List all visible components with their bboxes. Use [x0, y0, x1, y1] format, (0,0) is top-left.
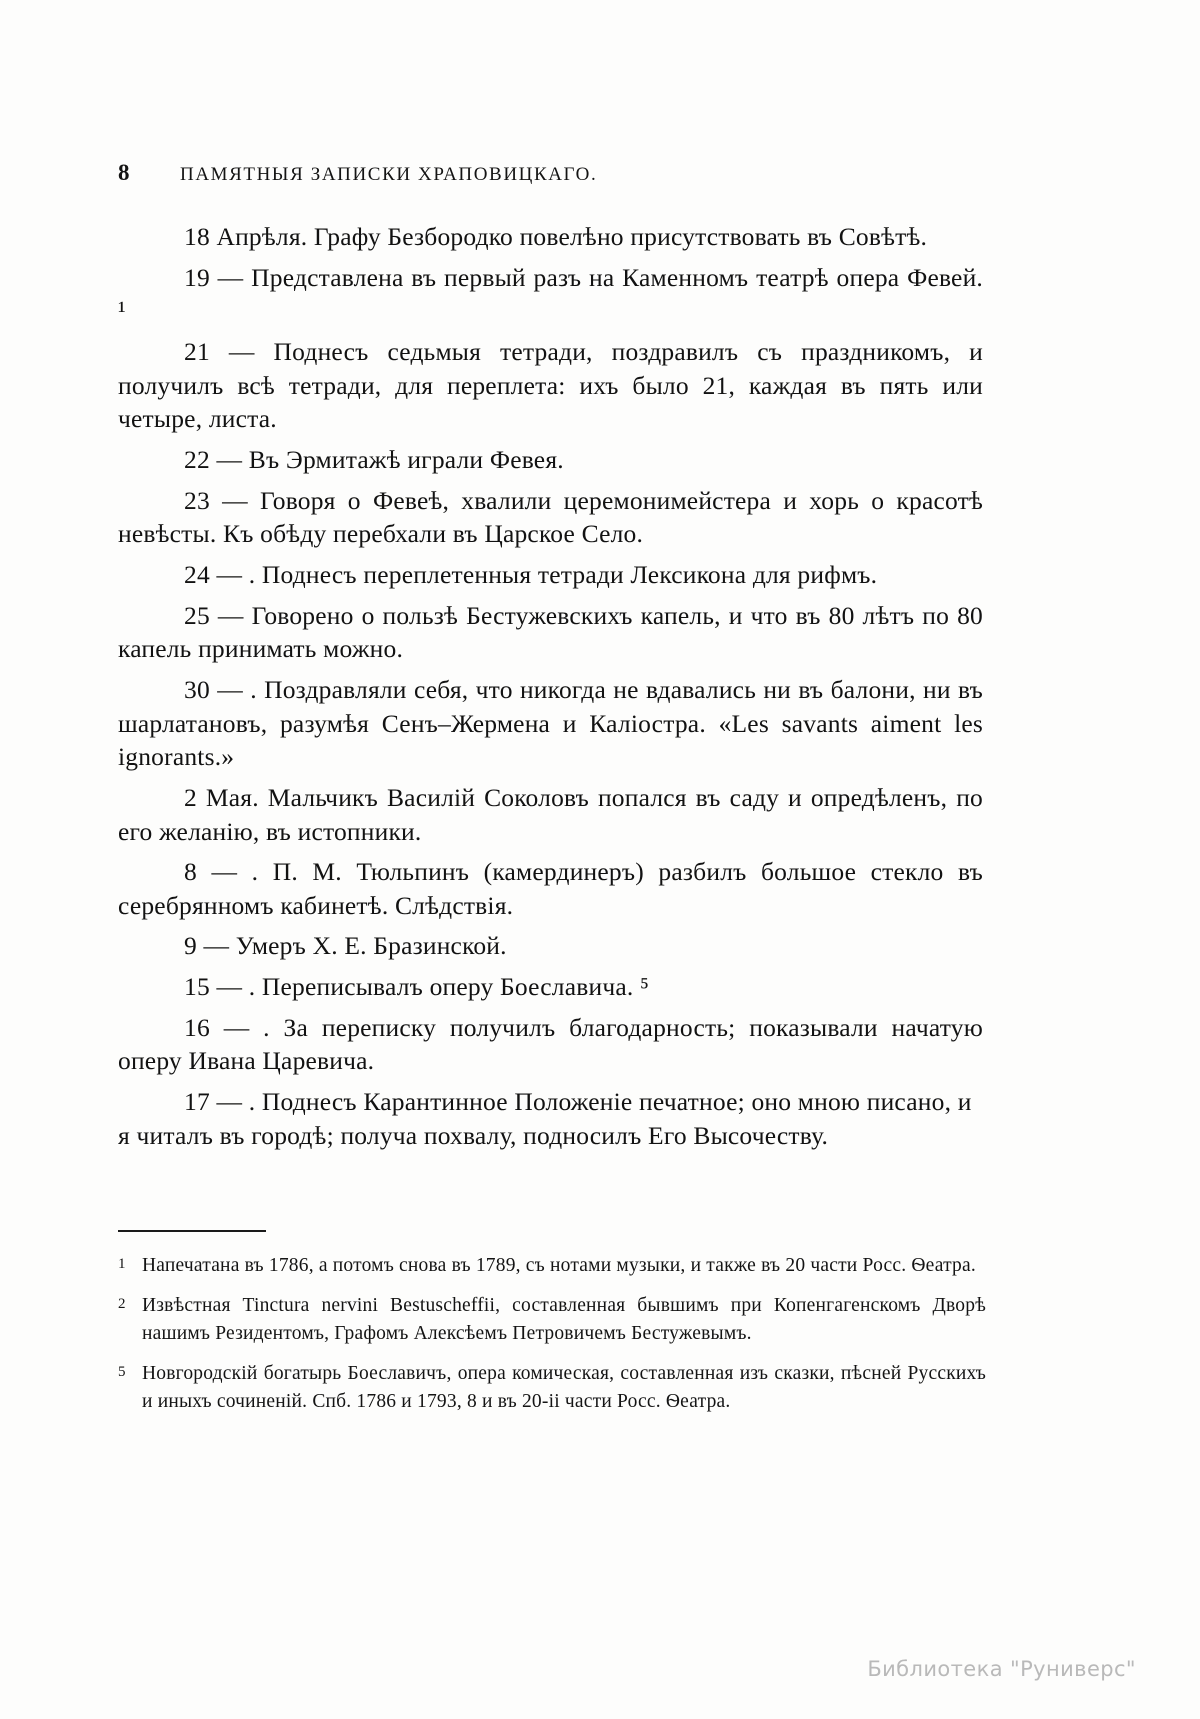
diary-entry: 8 — . П. М. Тюльпинъ (камердинеръ) разбилъ большое стекло въ серебрянномъ кабинетѣ. Слѣдствія. — [118, 857, 983, 920]
running-head: ПАМЯТНЫЯ ЗАПИСКИ ХРАПОВИЦКАГО. — [180, 164, 598, 185]
footnote — [118, 1252, 986, 1280]
footnote-marker: 1 — [118, 1256, 126, 1272]
footnote-separator — [118, 1230, 266, 1232]
footnote — [118, 1360, 986, 1416]
diary-entry: 21 — Поднесъ седьмыя тетради, поздравилъ съ праздникомъ, и получилъ всѣ тетради, для переплета: ихъ было 21, каждая въ пять или четыре, листа. — [118, 336, 983, 434]
footnote — [118, 1292, 986, 1348]
diary-entry: 16 — . За переписку получилъ благодарность; показывали начатую оперу Ивана Царевича. — [118, 1012, 983, 1076]
diary-entry: 24 — . Поднесъ переплетенныя тетради Лексикона для рифмъ. — [184, 559, 878, 589]
diary-entry: 9 — Умеръ Х. Е. Бразинской. — [184, 931, 507, 961]
footnote-marker: 5 — [118, 1364, 126, 1381]
page-number: 8 — [118, 160, 130, 185]
page-header — [118, 160, 983, 186]
footnote-text: Напечатана въ 1786, а потомъ снова въ 1789, съ нотами музыки, и также въ 20 части Росс. Ѳеатра. — [142, 1255, 976, 1276]
diary-entry: 15 — . Переписывалъ оперу Боеславича. ⁵ — [184, 972, 650, 1002]
footnote-text: Извѣстная Tinctura nervini Bestuscheffii, составленная бывшимъ при Копенгагенскомъ Дворѣ нашимъ Резидентомъ, Графомъ Алексѣемъ Петровичемъ Бестужевымъ. — [142, 1295, 986, 1345]
diary-entry: 17 — . Поднесъ Карантинное Положеніе печатное; оно мною писано, и я читалъ въ городѣ; получа похвалу, подносилъ Его Высочеству. — [118, 1087, 972, 1150]
diary-entry: 2 Мая. Мальчикъ Василій Соколовъ попался въ саду и опредѣленъ, по его желанію, въ истопники. — [118, 782, 983, 846]
footnote-text: Новгородскій богатырь Боеславичъ, опера комическая, составленная изъ сказки, пѣсней Русскихъ и иныхъ сочиненій. Спб. 1786 и 1793, 8 и въ 20-ii части Росс. Ѳеатра. — [142, 1363, 986, 1413]
footnote-marker: 2 — [118, 1296, 126, 1313]
diary-entry: 23 — Говоря о Февеѣ, хвалили церемонимейстера и хорь о красотѣ невѣсты. Къ обѣду перебхали въ Царское Село. — [118, 485, 983, 549]
page-content — [118, 160, 983, 1159]
diary-entry: 22 — Въ Эрмитажѣ играли Февея. — [184, 444, 564, 474]
diary-entry: 25 — Говорено о пользѣ Бестужевскихъ капель, и что въ 80 лѣтъ по 80 капель принимать можно. — [118, 600, 983, 664]
library-watermark: Библиотека "Руниверс" — [867, 1657, 1136, 1681]
diary-entry: 18 Апрѣля. Графу Безбородко повелѣно присутствовать въ Совѣтѣ. — [184, 222, 928, 251]
diary-entry: 19 — Представлена въ первый разъ на Каменномъ театрѣ опера Февей. ¹ — [118, 262, 983, 326]
diary-entry: 30 — . Поздравляли себя, что никогда не вдавались ни въ балони, ни въ шарлатановъ, разумѣя Сенъ–Жермена и Каліостра. «Les savants aiment les ignorants.» — [118, 674, 983, 772]
footnotes — [118, 1252, 986, 1428]
